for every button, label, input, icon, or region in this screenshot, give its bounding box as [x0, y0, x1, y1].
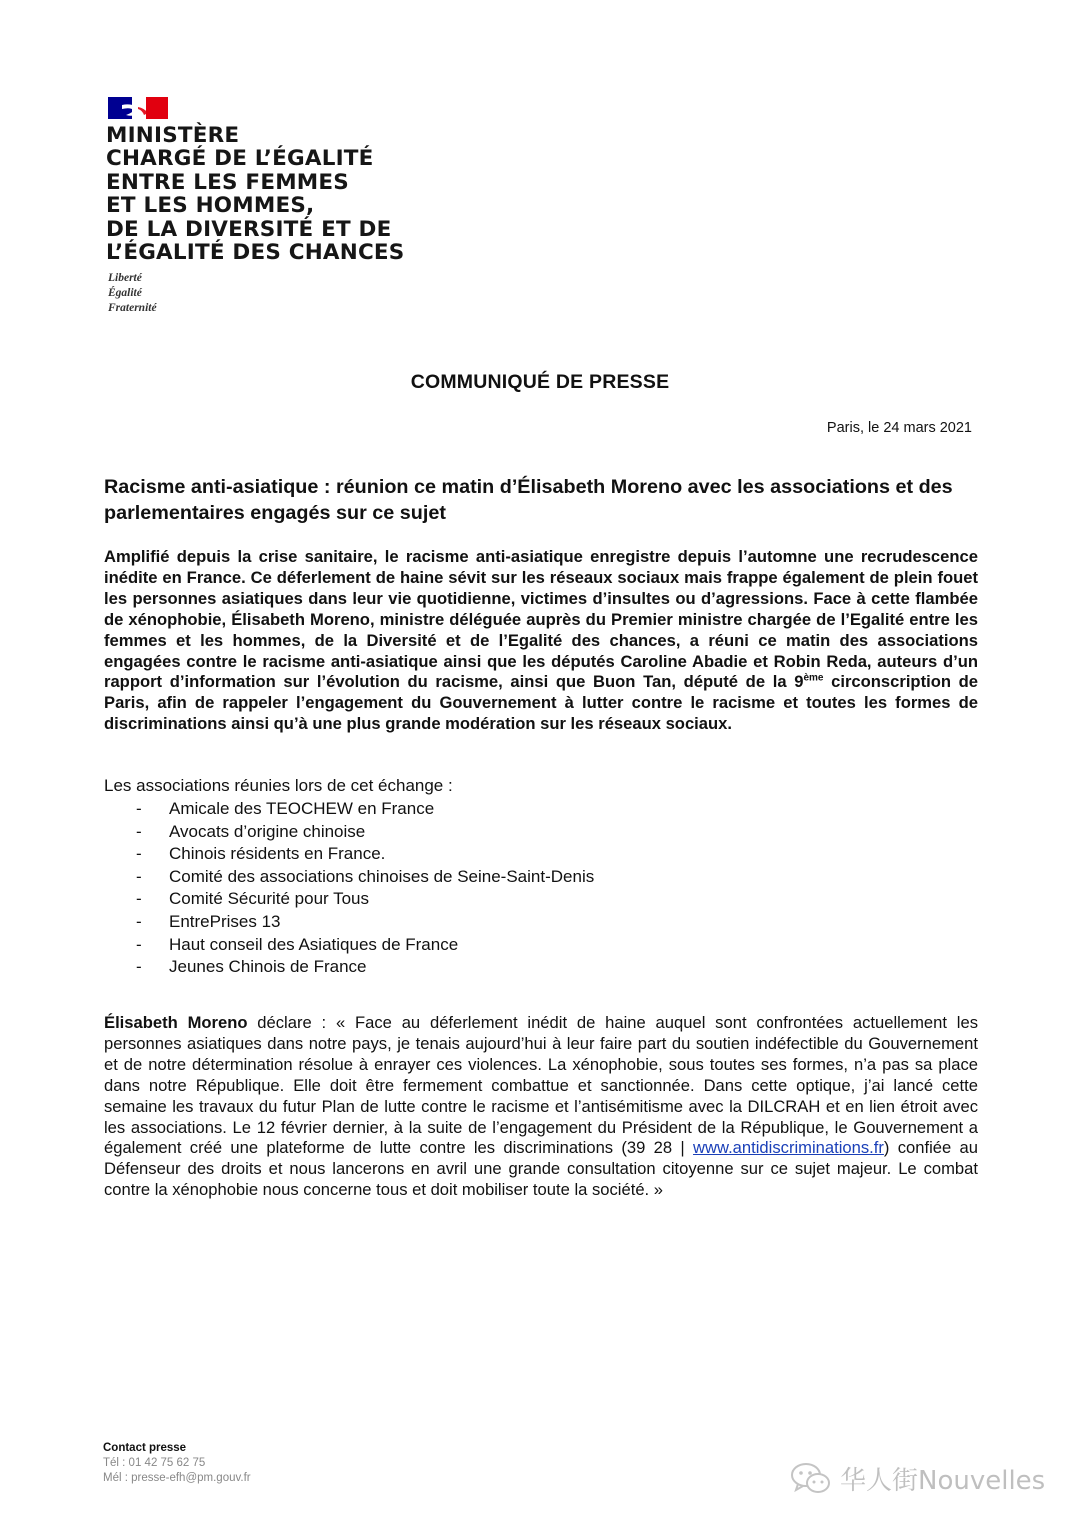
ministry-line: CHARGÉ DE L’ÉGALITÉ: [106, 146, 374, 172]
contact-email: Mél : presse-efh@pm.gouv.fr: [103, 1472, 251, 1484]
list-item: [104, 934, 594, 957]
watermark: [790, 1460, 1045, 1497]
headline: Racisme anti-asiatique : réunion ce matin d’Élisabeth Moreno avec les associations et des parlementaires engagés sur ce sujet: [104, 476, 953, 524]
list-bullet: -: [136, 934, 142, 954]
list-bullet: -: [136, 844, 142, 864]
motto-line: Fraternité: [108, 302, 157, 314]
list-bullet: -: [136, 866, 142, 886]
association-name: Amicale des TEOCHEW en France: [169, 799, 435, 818]
list-bullet: -: [136, 799, 142, 818]
list-item: [104, 866, 594, 889]
republic-flag-logo: [108, 97, 168, 119]
association-name: EntrePrises 13: [169, 911, 281, 931]
ministry-line: ET LES HOMMES,: [106, 193, 315, 219]
quote-text: déclare : « Face au déferlement inédit de haine auquel sont confrontées actuellement les personnes asiatiques dans notre pays, je tenais aujourd’hui à leur faire part du soutien indéfectible du Gouvernement et de notre détermination résolue à enrayer ces violences. La xénophobie, sous toutes ses formes, n’a pas sa place dans notre République. Elle doit être fermement combattue et sanctionnée. Dans cette optique, j’ai lancé cette semaine les travaux du futur Plan de lutte contre le racisme et l’antisémitisme avec la DILCRAH et en lien étroit avec les associations. Le 12 février dernier, à la suite de l’engagement du Président de la République, le Gouvernement a également créé une plateforme de lutte contre les discriminations (39 28 |: [104, 1013, 978, 1158]
ministry-line: DE LA DIVERSITÉ ET DE: [106, 216, 392, 242]
motto-line: Liberté: [108, 272, 142, 284]
press-contact: [103, 1441, 251, 1486]
ministry-line: MINISTÈRE: [106, 123, 240, 148]
association-name: Avocats d’origine chinoise: [169, 821, 366, 841]
quote-paragraph: [104, 1013, 978, 1201]
list-bullet: -: [136, 821, 142, 841]
associations-list: [104, 798, 594, 979]
association-name: Comité des associations chinoises de Seine-Saint-Denis: [169, 866, 595, 886]
contact-phone: Tél : 01 42 75 62 75: [103, 1457, 206, 1469]
list-item: [104, 798, 594, 821]
release-date: Paris, le 24 mars 2021: [826, 420, 972, 436]
list-item: [104, 911, 594, 934]
antidiscriminations-link[interactable]: www.antidiscriminations.fr: [693, 1138, 884, 1158]
republic-motto: [108, 271, 157, 316]
lead-superscript: ème: [803, 672, 824, 684]
list-item: [104, 821, 594, 844]
list-item: [104, 956, 594, 979]
list-bullet: -: [136, 889, 142, 909]
association-name: Jeunes Chinois de France: [169, 957, 367, 977]
watermark-text: 华人街Nouvelles: [840, 1466, 1046, 1496]
association-name: Haut conseil des Asiatiques de France: [169, 934, 459, 954]
lead-paragraph: [104, 547, 978, 735]
lead-text: circonscription de Paris, afin de rappeler l’engagement du Gouvernement à lutter contre le racisme et toutes les formes de discriminations ainsi qu’à une plus grande modération sur les réseaux sociaux.: [104, 672, 978, 734]
lead-text: Amplifié depuis la crise sanitaire, le racisme anti-asiatique enregistre depuis l’automne une recrudescence inédite en France. Ce déferlement de haine sévit sur les réseaux sociaux mais frappe également de plein fouet les personnes asiatiques dans leur vie quotidienne, victimes d’insultes ou d’agressions. Face à cette flambée de xénophobie, Élisabeth Moreno, ministre déléguée auprès du Premier ministre chargée de l’Egalité entre les femmes et les hommes, de la Diversité et de l’Egalité des chances, a réuni ce matin des associations engagées contre le racisme anti-asiatique ainsi que les députés Caroline Abadie et Robin Reda, auteurs d’un rapport d’information sur l’évolution du racisme, ainsi que Buon Tan, député de la 9: [104, 547, 978, 692]
ministry-line: ENTRE LES FEMMES: [106, 169, 349, 195]
contact-title: Contact presse: [103, 1442, 187, 1454]
list-bullet: -: [136, 911, 142, 931]
associations-intro: Les associations réunies lors de cet échange :: [104, 776, 453, 795]
list-item: [104, 843, 594, 866]
quote-text: ) confiée au Défenseur des droits et nous lancerons en avril une grande consultation citoyenne sur ce sujet majeur. Le combat contre la xénophobie nous concerne tous et doit mobiliser toute la société. »: [104, 1138, 979, 1200]
list-bullet: -: [136, 957, 142, 977]
ministry-line: L’ÉGALITÉ DES CHANCES: [106, 240, 405, 266]
ministry-name: [106, 124, 405, 264]
wechat-icon: [790, 1461, 832, 1497]
association-name: Chinois résidents en France.: [169, 844, 386, 864]
association-name: Comité Sécurité pour Tous: [169, 889, 370, 909]
list-item: [104, 888, 594, 911]
quote-speaker: Élisabeth Moreno: [104, 1013, 248, 1032]
motto-line: Égalité: [108, 287, 142, 299]
press-release-title: COMMUNIQUÉ DE PRESSE: [410, 371, 670, 393]
